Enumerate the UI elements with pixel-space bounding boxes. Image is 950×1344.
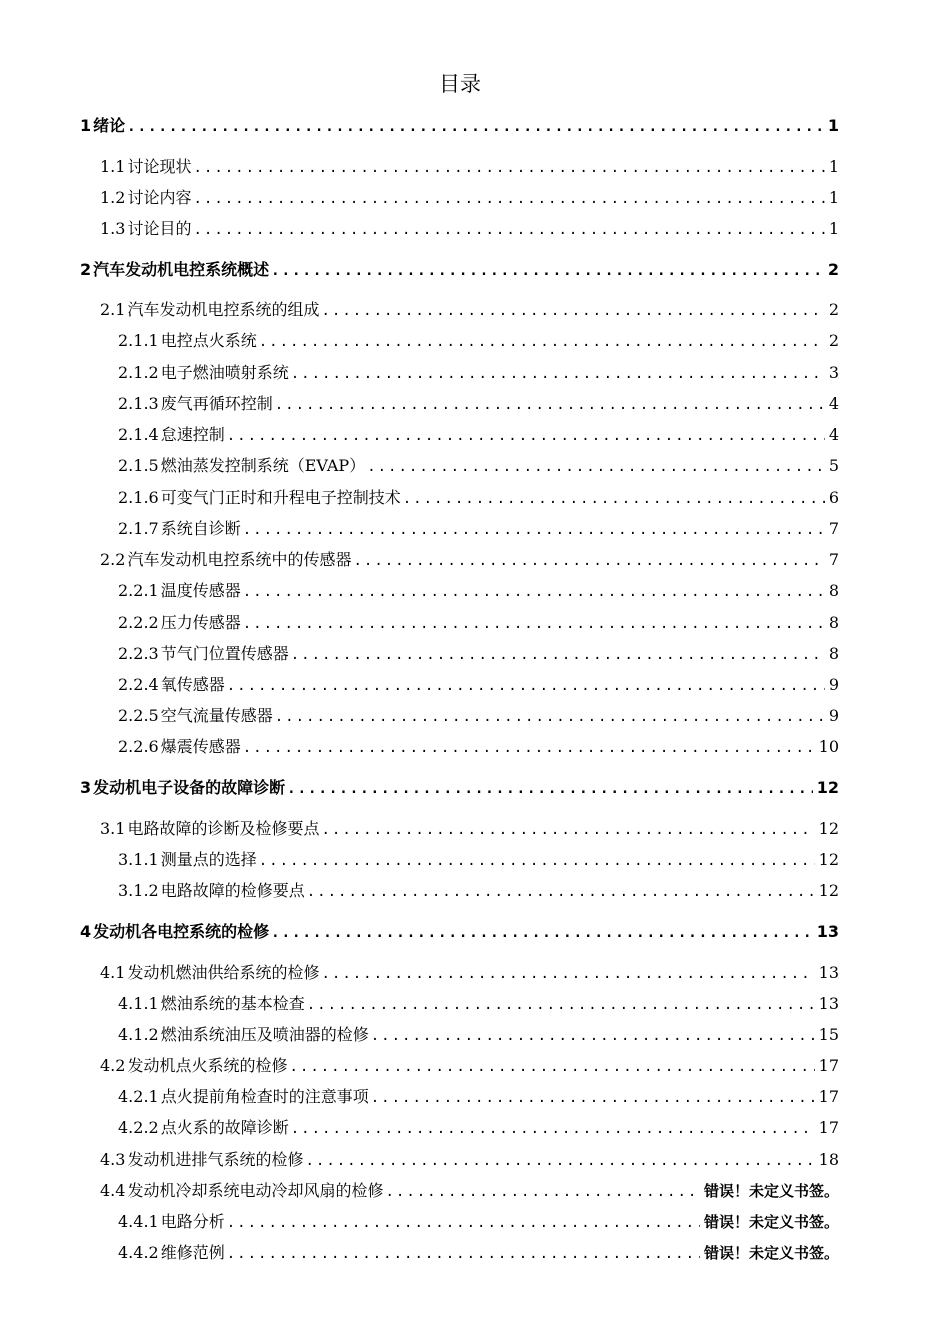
dot-leader <box>307 880 815 904</box>
toc-entry[interactable] <box>118 392 839 416</box>
toc-entry-label: 发动机进排气系统的检修 <box>127 1150 304 1169</box>
toc-entry-page-number: 1 <box>827 116 839 135</box>
dot-leader <box>243 612 825 636</box>
toc-entry-label: 维修范例 <box>160 1243 225 1262</box>
dot-leader <box>271 259 824 283</box>
toc-entry-page-number: 5 <box>828 456 839 475</box>
dot-leader <box>243 580 825 604</box>
toc-entry-number: 2.1.4 <box>118 425 159 444</box>
toc-entry[interactable] <box>118 1116 839 1140</box>
dot-leader <box>321 962 814 986</box>
toc-entry-page-number: 8 <box>828 581 839 600</box>
toc-entry-number: 2.1.1 <box>118 331 159 350</box>
toc-entry-page-number: 12 <box>818 819 839 838</box>
toc-entry-page-number: 13 <box>816 922 839 941</box>
toc-entry-label: 点火系的故障诊断 <box>160 1118 289 1137</box>
toc-entry[interactable] <box>118 992 839 1016</box>
toc-entry-page-number: 3 <box>828 363 839 382</box>
toc-entry-label: 可变气门正时和升程电子控制技术 <box>160 488 401 507</box>
toc-entry-number: 2.2.1 <box>118 581 159 600</box>
toc-entry[interactable] <box>100 217 839 241</box>
toc-entry[interactable] <box>118 848 839 872</box>
toc-entry-number: 4.4.2 <box>118 1243 159 1262</box>
dot-leader <box>385 1180 700 1204</box>
toc-entry-page-number: 12 <box>818 881 839 900</box>
toc-entry-label: 讨论现状 <box>127 157 192 176</box>
toc-entry[interactable] <box>80 114 839 138</box>
toc-entry-number: 2.1.3 <box>118 394 159 413</box>
dot-leader <box>259 849 815 873</box>
toc-entry-page-number: 12 <box>818 850 839 869</box>
dot-leader <box>193 187 824 211</box>
toc-entry-number: 2.2.2 <box>118 613 159 632</box>
toc-entry-number: 4.2.2 <box>118 1118 159 1137</box>
toc-entry[interactable] <box>80 920 839 944</box>
toc-entry-number: 1 <box>80 116 92 135</box>
toc-entry-page-number: 错误！未定义书签。 <box>703 1244 839 1262</box>
toc-entry[interactable] <box>118 1210 839 1234</box>
toc-entry-number: 2.1.7 <box>118 519 159 538</box>
toc-entry-number: 2.2.5 <box>118 706 159 725</box>
dot-leader <box>367 455 825 479</box>
toc-entry-number: 1.2 <box>100 188 126 207</box>
toc-entry-number: 4.3 <box>100 1150 126 1169</box>
dot-leader <box>227 1211 700 1235</box>
toc-entry-number: 2.1.5 <box>118 456 159 475</box>
toc-entry-page-number: 错误！未定义书签。 <box>703 1213 839 1231</box>
dot-leader <box>259 330 825 354</box>
toc-entry[interactable] <box>118 611 839 635</box>
toc-entry-page-number: 4 <box>828 425 839 444</box>
toc-title: 目录 <box>439 72 481 96</box>
toc-entry-label: 汽车发动机电控系统概述 <box>93 260 270 279</box>
toc-entry-page-number: 1 <box>828 219 839 238</box>
dot-leader <box>371 1024 815 1048</box>
toc-entry-number: 1.3 <box>100 219 126 238</box>
toc-entry-label: 废气再循环控制 <box>160 394 273 413</box>
toc-entry[interactable] <box>118 486 839 510</box>
toc-entry-number: 2.2.4 <box>118 675 159 694</box>
toc-entry-number: 4.2.1 <box>118 1087 159 1106</box>
toc-entry-label: 温度传感器 <box>160 581 241 600</box>
toc-entry-number: 2.2.6 <box>118 737 159 756</box>
dot-leader <box>291 1117 815 1141</box>
toc-entry-page-number: 15 <box>818 1025 839 1044</box>
toc-entry[interactable] <box>118 423 839 447</box>
toc-entry-page-number: 2 <box>827 260 839 279</box>
toc-entry[interactable] <box>118 579 839 603</box>
toc-entry-page-number: 17 <box>818 1056 839 1075</box>
toc-entry-label: 电路分析 <box>160 1212 225 1231</box>
toc-entry-number: 4.1.1 <box>118 994 159 1013</box>
toc-entry[interactable] <box>118 517 839 541</box>
toc-entry-label: 氧传感器 <box>160 675 225 694</box>
dot-leader <box>291 643 825 667</box>
toc-entry-label: 发动机电子设备的故障诊断 <box>93 778 286 797</box>
toc-entry[interactable] <box>118 735 839 759</box>
toc-entry-label: 发动机各电控系统的检修 <box>93 922 270 941</box>
toc-entry-page-number: 17 <box>818 1087 839 1106</box>
toc-entry-page-number: 错误！未定义书签。 <box>703 1182 839 1200</box>
toc-entry[interactable] <box>100 961 839 985</box>
toc-entry[interactable] <box>118 1241 839 1265</box>
toc-entry-number: 4.4.1 <box>118 1212 159 1231</box>
toc-entry-label: 压力传感器 <box>160 613 241 632</box>
toc-entry-page-number: 6 <box>828 488 839 507</box>
toc-entry-page-number: 18 <box>818 1150 839 1169</box>
toc-entry-number: 4 <box>80 922 92 941</box>
dot-leader <box>403 487 825 511</box>
toc-entry-number: 3.1.1 <box>118 850 159 869</box>
toc-entry-label: 空气流量传感器 <box>160 706 273 725</box>
toc-entry-number: 4.2 <box>100 1056 126 1075</box>
toc-entry-label: 电路故障的检修要点 <box>160 881 305 900</box>
dot-leader <box>193 156 824 180</box>
toc-entry-page-number: 4 <box>828 394 839 413</box>
toc-entry-page-number: 1 <box>828 188 839 207</box>
toc-entry[interactable] <box>118 673 839 697</box>
dot-leader <box>227 1242 700 1266</box>
toc-entry[interactable] <box>118 329 839 353</box>
toc-entry[interactable] <box>118 879 839 903</box>
dot-leader <box>227 674 825 698</box>
toc-entry-label: 讨论目的 <box>127 219 192 238</box>
toc-entry-page-number: 12 <box>816 778 839 797</box>
toc-entry-number: 2.1.6 <box>118 488 159 507</box>
toc-entry-page-number: 10 <box>818 737 839 756</box>
toc-entry-number: 2.1 <box>100 300 126 319</box>
toc-entry-label: 怠速控制 <box>160 425 225 444</box>
toc-entry-number: 1.1 <box>100 157 126 176</box>
toc-entry[interactable] <box>118 454 839 478</box>
toc-entry-number: 3 <box>80 778 92 797</box>
toc-entry-number: 3.1 <box>100 819 126 838</box>
toc-entry-label: 测量点的选择 <box>160 850 257 869</box>
toc-entry[interactable] <box>118 361 839 385</box>
toc-entry-label: 发动机冷却系统电动冷却风扇的检修 <box>127 1181 384 1200</box>
toc-entry-label: 燃油系统的基本检查 <box>160 994 305 1013</box>
toc-entry[interactable] <box>118 704 839 728</box>
toc-entry-page-number: 7 <box>828 519 839 538</box>
toc-entry-label: 电控点火系统 <box>160 331 257 350</box>
dot-leader <box>127 115 824 139</box>
toc-entry-label: 燃油蒸发控制系统（EVAP） <box>160 456 366 475</box>
toc-entry-label: 电子燃油喷射系统 <box>160 363 289 382</box>
dot-leader <box>353 549 824 573</box>
toc-entry-page-number: 17 <box>818 1118 839 1137</box>
toc-entry[interactable] <box>100 1179 839 1203</box>
dot-leader <box>287 777 813 801</box>
toc-entry-page-number: 8 <box>828 613 839 632</box>
toc-entry-page-number: 2 <box>828 331 839 350</box>
toc-entry-label: 电路故障的诊断及检修要点 <box>127 819 320 838</box>
toc-entry[interactable] <box>80 258 839 282</box>
toc-entry[interactable] <box>100 817 839 841</box>
dot-leader <box>271 921 813 945</box>
dot-leader <box>193 218 824 242</box>
toc-entry[interactable] <box>100 1054 839 1078</box>
dot-leader <box>227 424 825 448</box>
toc-entry-number: 2.2 <box>100 550 126 569</box>
toc-entry-page-number: 9 <box>828 706 839 725</box>
toc-entry-label: 节气门位置传感器 <box>160 644 289 663</box>
toc-entry-page-number: 13 <box>818 994 839 1013</box>
toc-entry-label: 爆震传感器 <box>160 737 241 756</box>
toc-entry-label: 绪论 <box>93 116 126 135</box>
toc-entry-page-number: 1 <box>828 157 839 176</box>
toc-entry-number: 4.4 <box>100 1181 126 1200</box>
toc-entry-number: 2.1.2 <box>118 363 159 382</box>
dot-leader <box>291 362 825 386</box>
toc-entry-label: 系统自诊断 <box>160 519 241 538</box>
toc-entry-page-number: 9 <box>828 675 839 694</box>
toc-entry[interactable] <box>118 642 839 666</box>
toc-entry-label: 燃油系统油压及喷油器的检修 <box>160 1025 369 1044</box>
dot-leader <box>305 1149 814 1173</box>
toc-entry-label: 点火提前角检查时的注意事项 <box>160 1087 369 1106</box>
toc-entry-label: 汽车发动机电控系统的组成 <box>127 300 320 319</box>
toc-entry[interactable] <box>100 1148 839 1172</box>
toc-entry[interactable] <box>80 776 839 800</box>
toc-entry-label: 讨论内容 <box>127 188 192 207</box>
toc-entry-number: 2 <box>80 260 92 279</box>
toc-entry[interactable] <box>100 548 839 572</box>
toc-entry-page-number: 2 <box>828 300 839 319</box>
dot-leader <box>243 736 815 760</box>
toc-entry-label: 发动机点火系统的检修 <box>127 1056 288 1075</box>
toc-entry-page-number: 7 <box>828 550 839 569</box>
dot-leader <box>243 518 825 542</box>
toc-entry-label: 汽车发动机电控系统中的传感器 <box>127 550 352 569</box>
toc-entry[interactable] <box>118 1085 839 1109</box>
toc-entry-label: 发动机燃油供给系统的检修 <box>127 963 320 982</box>
dot-leader <box>371 1086 815 1110</box>
dot-leader <box>289 1055 814 1079</box>
toc-entry[interactable] <box>100 155 839 179</box>
dot-leader <box>321 299 824 323</box>
dot-leader <box>275 393 825 417</box>
dot-leader <box>321 818 814 842</box>
toc-entry-page-number: 8 <box>828 644 839 663</box>
toc-entry-number: 4.1 <box>100 963 126 982</box>
toc-entry-number: 3.1.2 <box>118 881 159 900</box>
toc-entry[interactable] <box>100 186 839 210</box>
toc-entry[interactable] <box>100 298 839 322</box>
toc-entry-number: 4.1.2 <box>118 1025 159 1044</box>
toc-entry-number: 2.2.3 <box>118 644 159 663</box>
dot-leader <box>275 705 825 729</box>
dot-leader <box>307 993 815 1017</box>
toc-entry[interactable] <box>118 1023 839 1047</box>
toc-entry-page-number: 13 <box>818 963 839 982</box>
